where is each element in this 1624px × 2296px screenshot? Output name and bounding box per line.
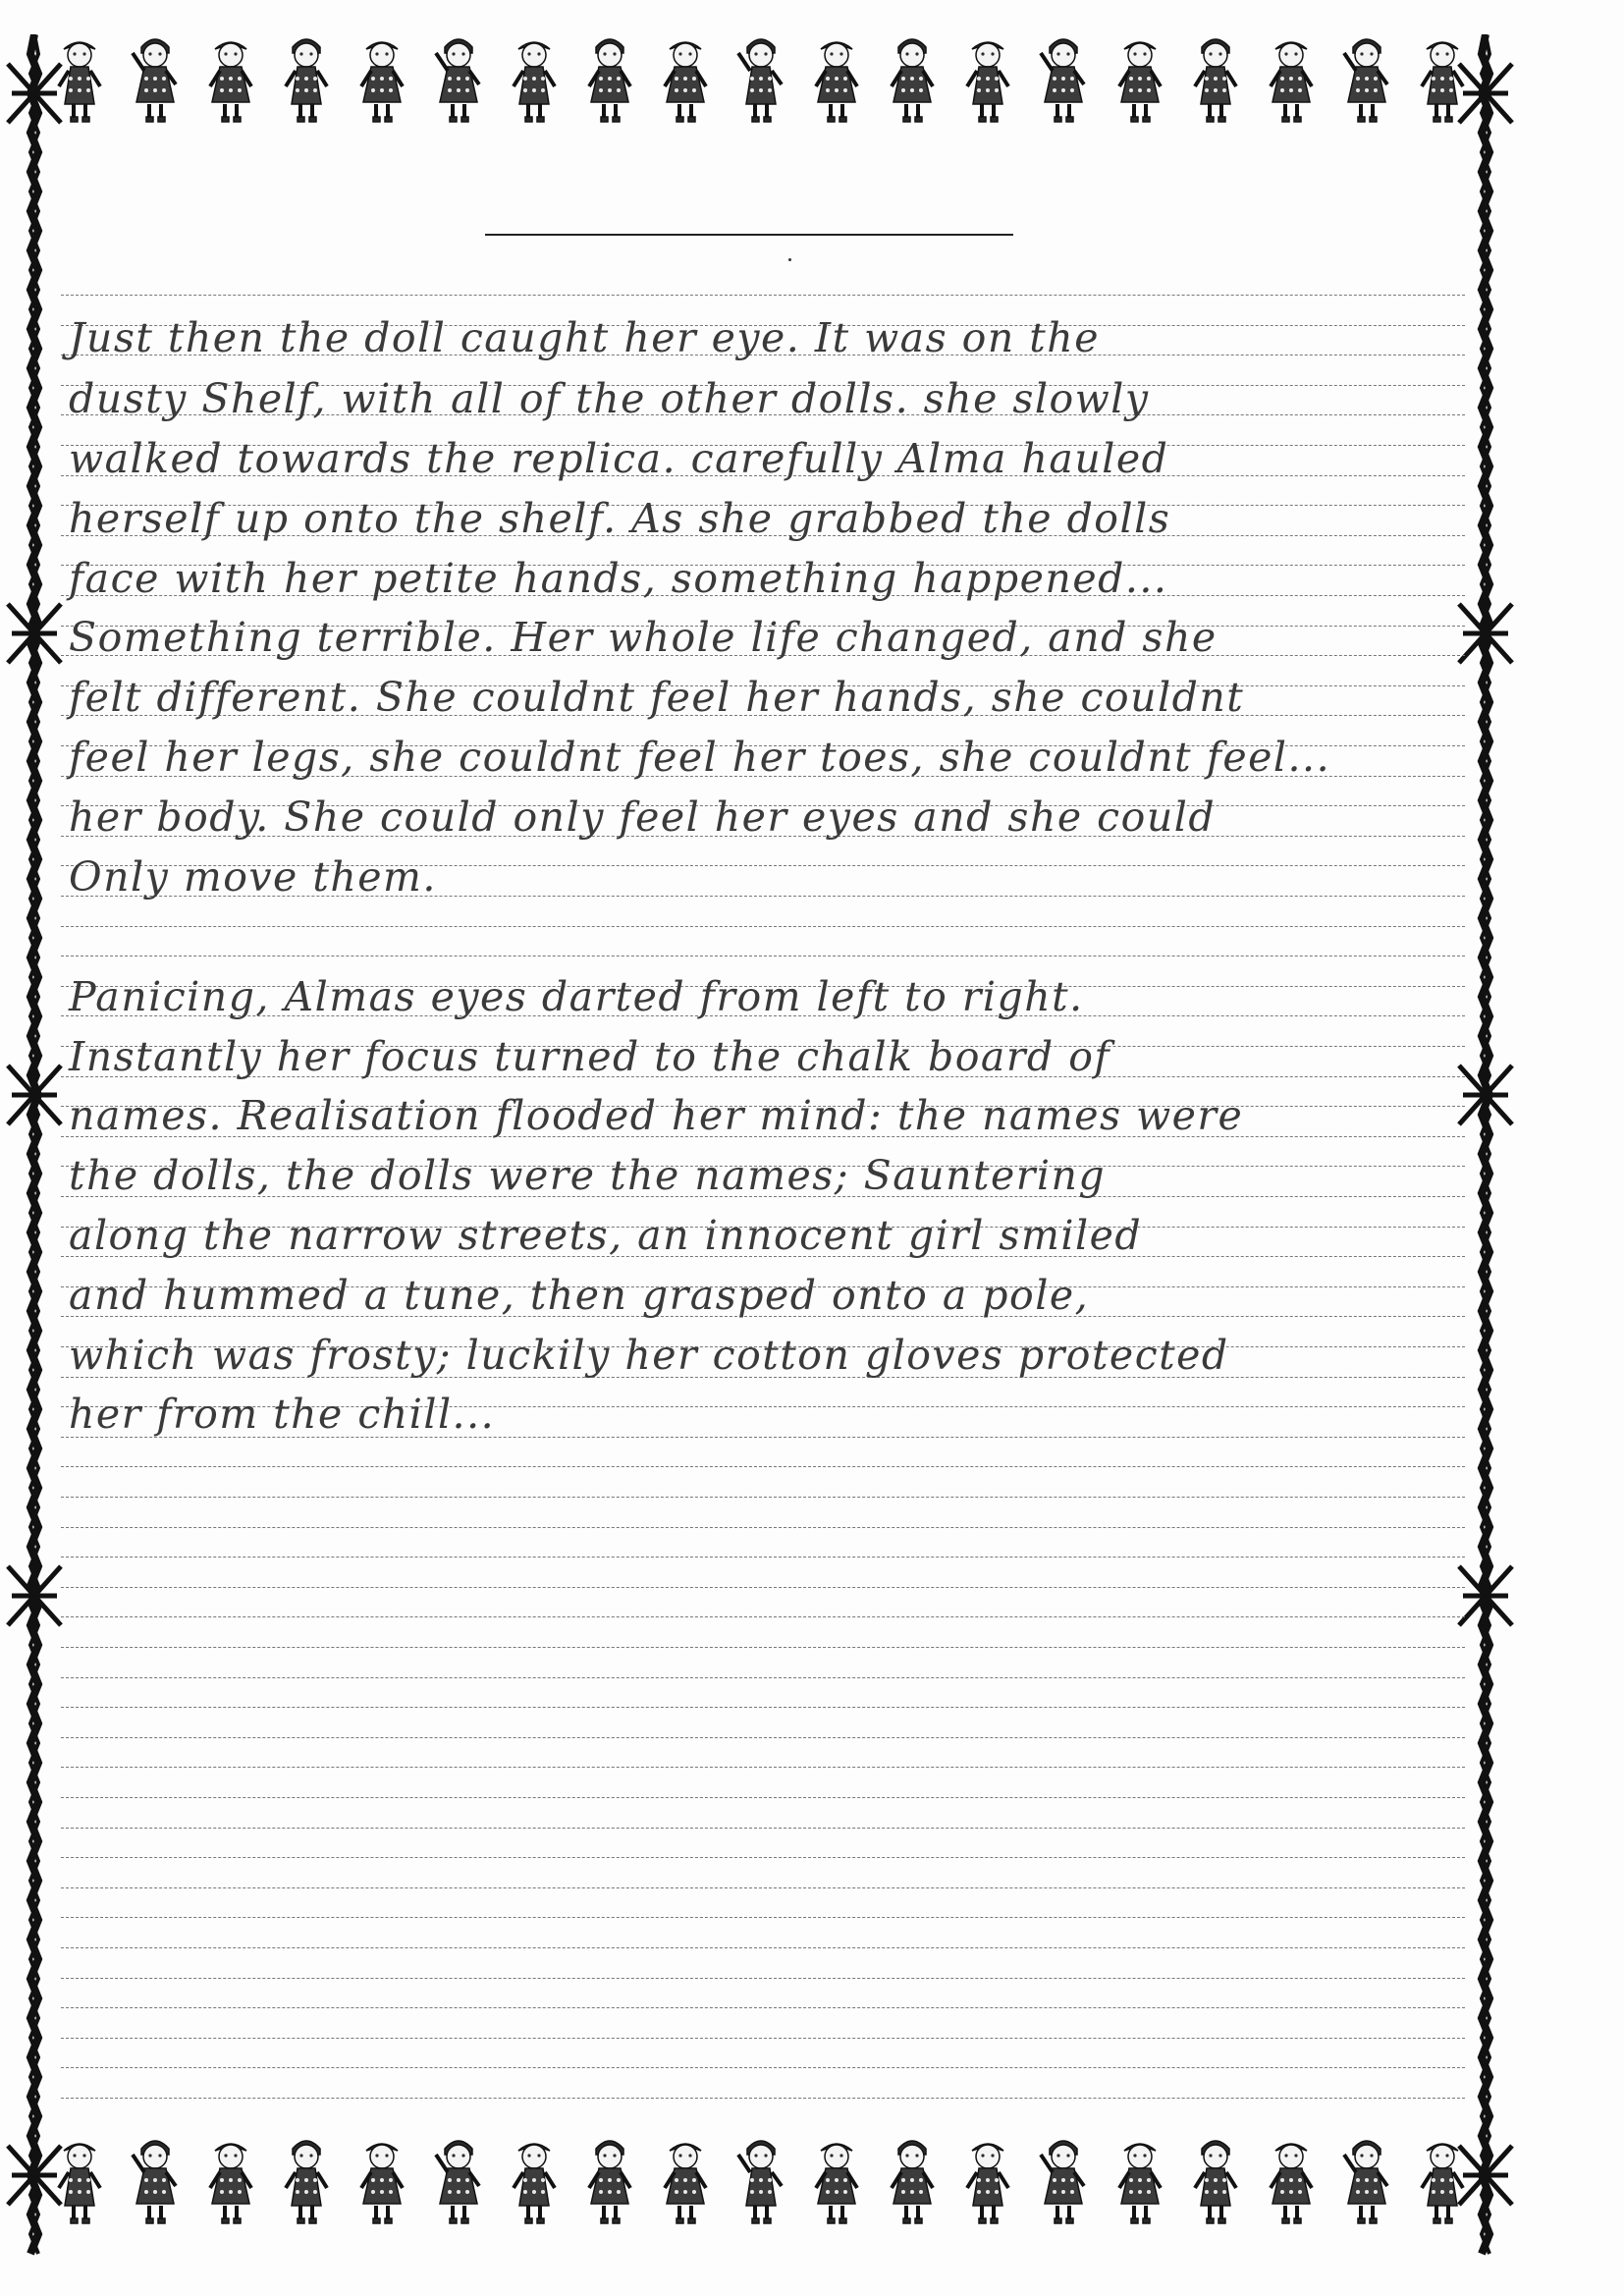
ruled-line (61, 1647, 1465, 1648)
story-line: Something terrible. Her whole life changed, and she (69, 614, 1218, 661)
ruled-line (61, 926, 1465, 927)
story-line: along the narrow streets, an innocent girl smiled (69, 1212, 1143, 1259)
barb-icon (8, 598, 61, 669)
barb-icon (1459, 1560, 1512, 1631)
ruled-line (61, 1887, 1465, 1888)
ruled-line (61, 956, 1465, 957)
story-line: Instantly her focus turned to the chalk board of (69, 1033, 1111, 1080)
ruled-line (61, 1947, 1465, 1948)
barb-icon (1459, 1060, 1512, 1130)
ruled-line (61, 2098, 1465, 2099)
ruled-line (61, 1616, 1465, 1617)
barb-icon (1459, 598, 1512, 669)
ruled-line (61, 1527, 1465, 1528)
story-line: dusty Shelf, with all of the other dolls. she slowly (69, 375, 1150, 422)
story-line: which was frosty; luckily her cotton gloves protected (69, 1332, 1229, 1379)
ruled-line (61, 1978, 1465, 1979)
story-line: felt different. She couldnt feel her hands, she couldnt (69, 674, 1245, 721)
ruled-line (61, 2038, 1465, 2039)
ruled-line (61, 1707, 1465, 1708)
ruled-line (61, 1557, 1465, 1558)
ruled-line (61, 1828, 1465, 1829)
story-line: the dolls, the dolls were the names; Sauntering (69, 1152, 1107, 1199)
barb-icon (8, 1060, 61, 1130)
ruled-line (61, 1587, 1465, 1588)
story-line: walked towards the replica. carefully Alma hauled (69, 435, 1169, 482)
ruled-line (61, 1497, 1465, 1498)
story-line: feel her legs, she couldnt feel her toes, she couldnt feel... (69, 734, 1331, 781)
ruled-line (61, 295, 1465, 296)
ruled-line (61, 1466, 1465, 1467)
ruled-line (61, 1767, 1465, 1768)
story-line: her from the chill... (69, 1391, 496, 1438)
story-line: her body. She could only feel her eyes and she could (69, 793, 1217, 841)
story-line: Just then the doll caught her eye. It was on the (69, 314, 1100, 361)
story-line: herself up onto the shelf. As she grabbed the dolls (69, 495, 1171, 542)
ruled-line (61, 1917, 1465, 1918)
ruled-line (61, 1857, 1465, 1858)
barb-icon (8, 1560, 61, 1631)
barb-icon (1459, 2140, 1512, 2211)
ruled-line (61, 2007, 1465, 2008)
ruled-line (61, 2067, 1465, 2068)
barb-icon (8, 2140, 61, 2211)
story-line: Panicing, Almas eyes darted from left to right. (69, 973, 1084, 1020)
story-line: Only move them. (69, 853, 437, 901)
barb-icon (8, 58, 61, 129)
story-line: and hummed a tune, then grasped onto a pole, (69, 1272, 1090, 1319)
ruled-line (61, 1737, 1465, 1738)
barb-icon (1459, 58, 1512, 129)
left-barbed-wire-icon (0, 34, 69, 2264)
story-line: names. Realisation flooded her mind: the names were (69, 1092, 1244, 1139)
story-line: face with her petite hands, something happened... (69, 555, 1168, 602)
ruled-line (61, 1677, 1465, 1678)
ruled-line (61, 1797, 1465, 1798)
